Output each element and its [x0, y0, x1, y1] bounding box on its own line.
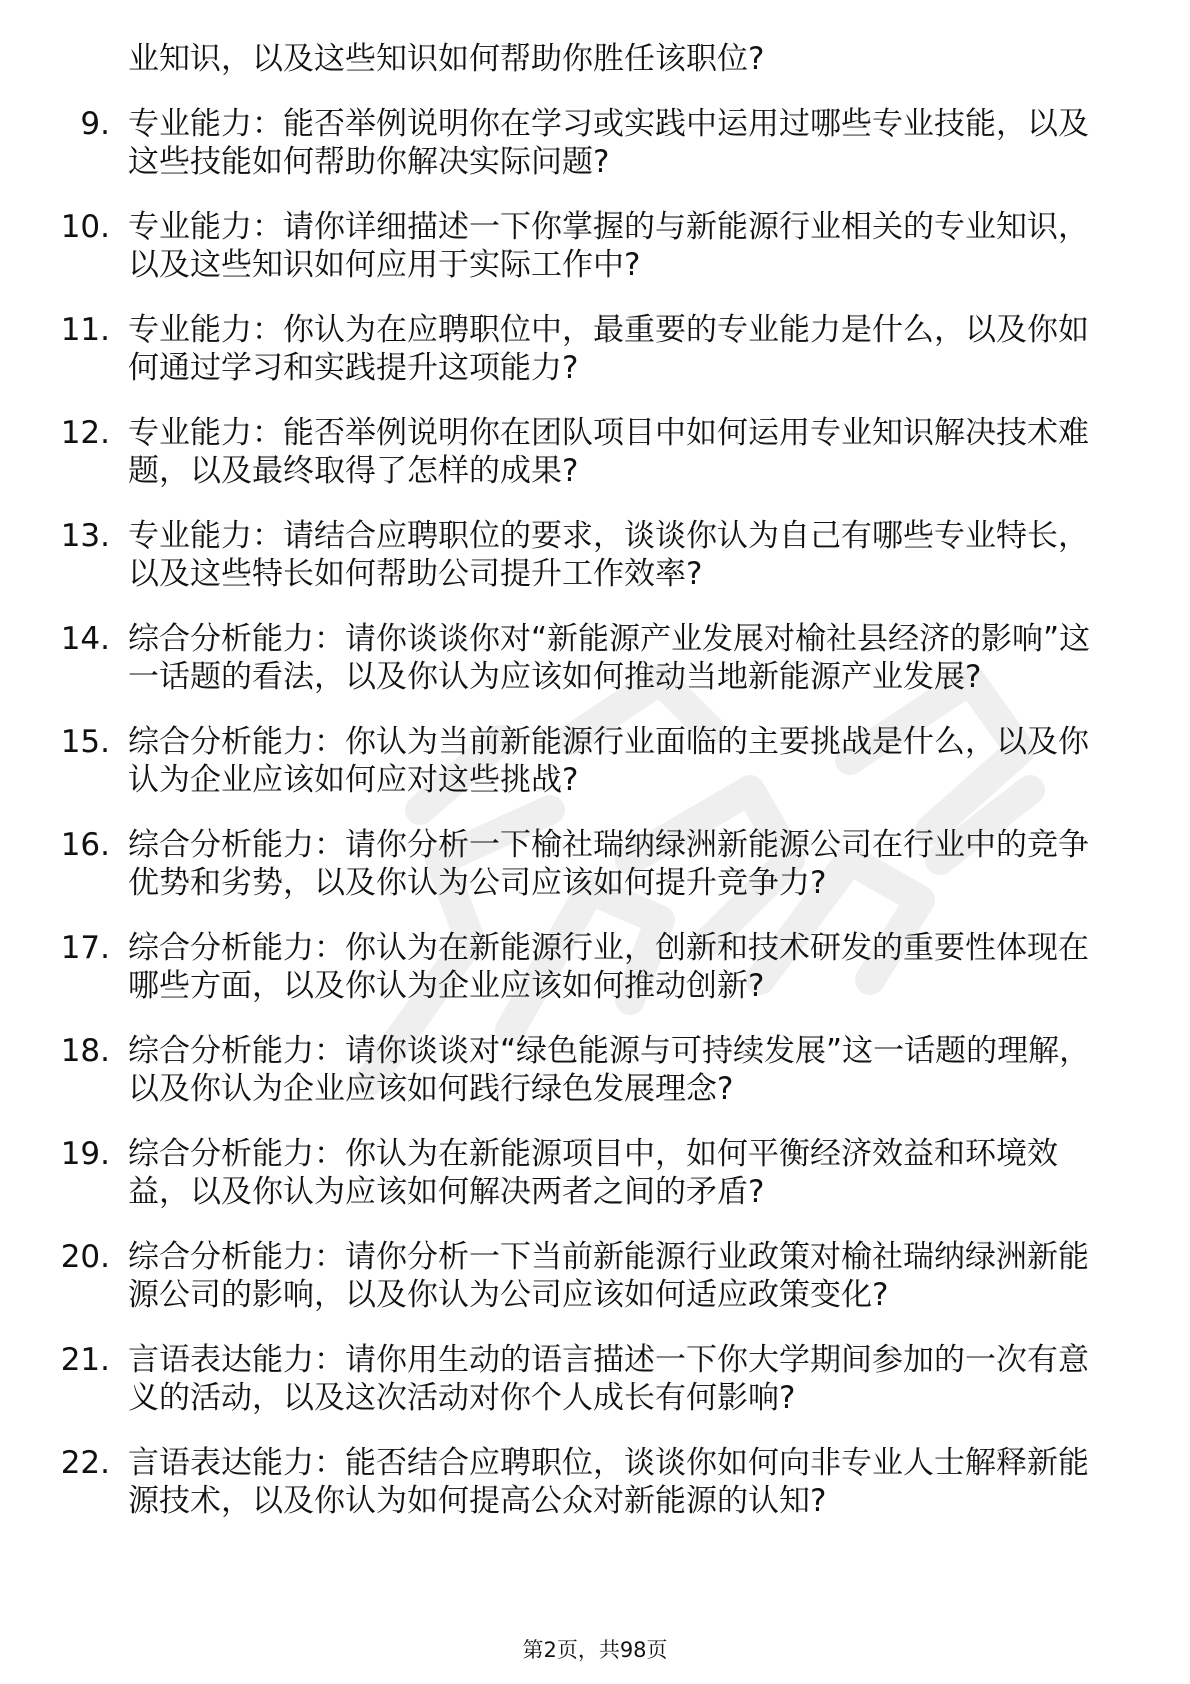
item-number: 18.: [60, 1033, 110, 1069]
list-item: [0, 1135, 1190, 1211]
question-list: [0, 40, 1190, 1547]
list-item: [0, 517, 1190, 593]
item-number: 10.: [60, 209, 110, 245]
list-item: [0, 208, 1190, 284]
page-number-footer: 第2页，共98页: [522, 1638, 668, 1662]
list-item: [0, 105, 1190, 181]
item-number: 12.: [60, 415, 110, 451]
list-item: [0, 929, 1190, 1005]
item-number: 21.: [60, 1342, 110, 1378]
item-text: 专业能力：请结合应聘职位的要求，谈谈你认为自己有哪些专业特长，以及这些特长如何帮助公司提升工作效率?: [128, 518, 1089, 592]
item-number: 19.: [60, 1136, 110, 1172]
item-text: 专业能力：能否举例说明你在团队项目中如何运用专业知识解决技术难题，以及最终取得了怎样的成果?: [128, 415, 1089, 489]
list-item: [0, 1238, 1190, 1314]
list-item: [0, 723, 1190, 799]
item-text: 综合分析能力：你认为当前新能源行业面临的主要挑战是什么，以及你认为企业应该如何应对这些挑战?: [128, 724, 1089, 798]
item-text: 言语表达能力：能否结合应聘职位，谈谈你如何向非专业人士解释新能源技术，以及你认为如何提高公众对新能源的认知?: [128, 1445, 1089, 1519]
item-number: 13.: [60, 518, 110, 554]
item-text: 综合分析能力：请你谈谈对“绿色能源与可持续发展”这一话题的理解，以及你认为企业应该如何践行绿色发展理念?: [128, 1033, 1091, 1107]
list-item: [0, 311, 1190, 387]
item-text: 专业能力：能否举例说明你在学习或实践中运用过哪些专业技能，以及这些技能如何帮助你解决实际问题?: [128, 106, 1089, 180]
item-number: 9.: [80, 106, 110, 142]
item-text: 综合分析能力：你认为在新能源项目中，如何平衡经济效益和环境效益，以及你认为应该如何解决两者之间的矛盾?: [128, 1136, 1058, 1210]
list-item: [0, 1032, 1190, 1108]
item-text: 专业能力：请你详细描述一下你掌握的与新能源行业相关的专业知识，以及这些知识如何应用于实际工作中?: [128, 209, 1089, 283]
list-item: [0, 620, 1190, 696]
item-text: 言语表达能力：请你用生动的语言描述一下你大学期间参加的一次有意义的活动，以及这次活动对你个人成长有何影响?: [128, 1342, 1089, 1416]
item-text: 综合分析能力：请你分析一下当前新能源行业政策对榆社瑞纳绿洲新能源公司的影响，以及你认为公司应该如何适应政策变化?: [128, 1239, 1089, 1313]
item-number: 15.: [60, 724, 110, 760]
item-number: 20.: [60, 1239, 110, 1275]
item-text: 专业能力：你认为在应聘职位中，最重要的专业能力是什么，以及你如何通过学习和实践提升这项能力?: [128, 312, 1089, 386]
item-number: 11.: [60, 312, 110, 348]
item-number: 16.: [60, 827, 110, 863]
item-text: 综合分析能力：你认为在新能源行业，创新和技术研发的重要性体现在哪些方面，以及你认为企业应该如何推动创新?: [128, 930, 1089, 1004]
list-item: [0, 414, 1190, 490]
item-text: 综合分析能力：请你分析一下榆社瑞纳绿洲新能源公司在行业中的竞争优势和劣势，以及你认为公司应该如何提升竞争力?: [128, 827, 1089, 901]
item-number: 14.: [60, 621, 110, 657]
continued-text: 业知识，以及这些知识如何帮助你胜任该职位?: [128, 41, 765, 77]
list-item: [0, 826, 1190, 902]
list-item: [0, 1444, 1190, 1520]
item-text: 综合分析能力：请你谈谈你对“新能源产业发展对榆社县经济的影响”这一话题的看法，以及你认为应该如何推动当地新能源产业发展?: [128, 621, 1091, 695]
item-number: 22.: [60, 1445, 110, 1481]
item-number: 17.: [60, 930, 110, 966]
list-item: [0, 1341, 1190, 1417]
